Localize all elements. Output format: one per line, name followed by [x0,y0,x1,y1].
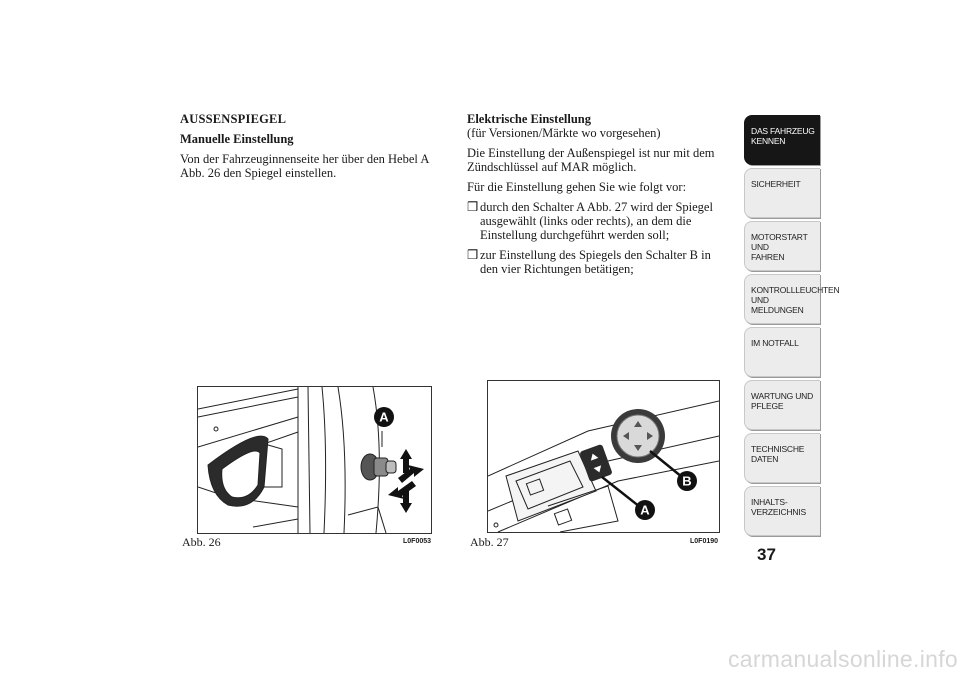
mirror-switch-illustration [488,381,719,532]
subheading-electric: Elektrische Einstellung [467,112,591,126]
right-column [467,112,729,282]
tab-wartung-und-pflege[interactable]: WARTUNG UND PFLEGE [744,380,820,430]
paragraph-manual: Von der Fahrzeuginnenseite her über den Hebel A Abb. 26 den Spiegel einstellen. [180,152,429,180]
page-number: 37 [757,545,776,564]
tab-das-fahrzeug-kennen[interactable]: DAS FAHRZEUG KENNEN [744,115,820,165]
tab-im-notfall[interactable]: IM NOTFALL [744,327,820,377]
tab-technische-daten[interactable]: TECHNISCHE DATEN [744,433,820,483]
section-heading: AUSSENSPIEGEL [180,112,287,126]
tab-inhaltsverzeichnis[interactable]: INHALTS- VERZEICHNIS [744,486,820,536]
image-code-26: L0F0053 [403,538,432,545]
tab-kontrollleuchten[interactable]: KONTROLLLEUCHTEN UND MELDUNGEN [744,274,820,324]
list-item [467,200,729,242]
figure-26-mirror-lever [197,386,432,534]
chapter-tabs [744,115,840,539]
mirror-lever-illustration [198,387,431,533]
version-note: (für Versionen/Märkte wo vorgesehen) [467,126,661,140]
figure-27-switch-panel [487,380,720,533]
caption-abb-27: Abb. 27 [470,535,509,549]
caption-abb-26: Abb. 26 [182,535,221,549]
subheading-manual: Manuelle Einstellung [180,132,294,146]
label-a: A [640,502,650,518]
tab-sicherheit[interactable]: SICHERHEIT [744,168,820,218]
left-column [180,112,452,186]
label-b: B [682,473,692,489]
image-code-27: L0F0190 [690,538,719,545]
label-a: A [379,409,389,425]
bullet-text: zur Einstellung des Spiegels den Schalter B in den vier Richtungen betätigen; [480,248,711,276]
bullet-text: durch den Schalter A Abb. 27 wird der Spiegel ausgewählt (links oder rechts), an dem die Einstellung durchgeführt werden soll; [480,200,713,242]
paragraph-electric-2: Für die Einstellung gehen Sie wie folgt vor: [467,180,687,194]
bullet-box-icon: ❒ [467,200,479,214]
bullet-box-icon: ❒ [467,248,479,262]
tab-motorstart-und-fahren[interactable]: MOTORSTART UND FAHREN [744,221,820,271]
list-item [467,248,729,276]
watermark: carmanualsonline.info [727,646,958,672]
paragraph-electric-1: Die Einstellung der Außenspiegel ist nur mit dem Zündschlüssel auf MAR möglich. [467,146,715,174]
